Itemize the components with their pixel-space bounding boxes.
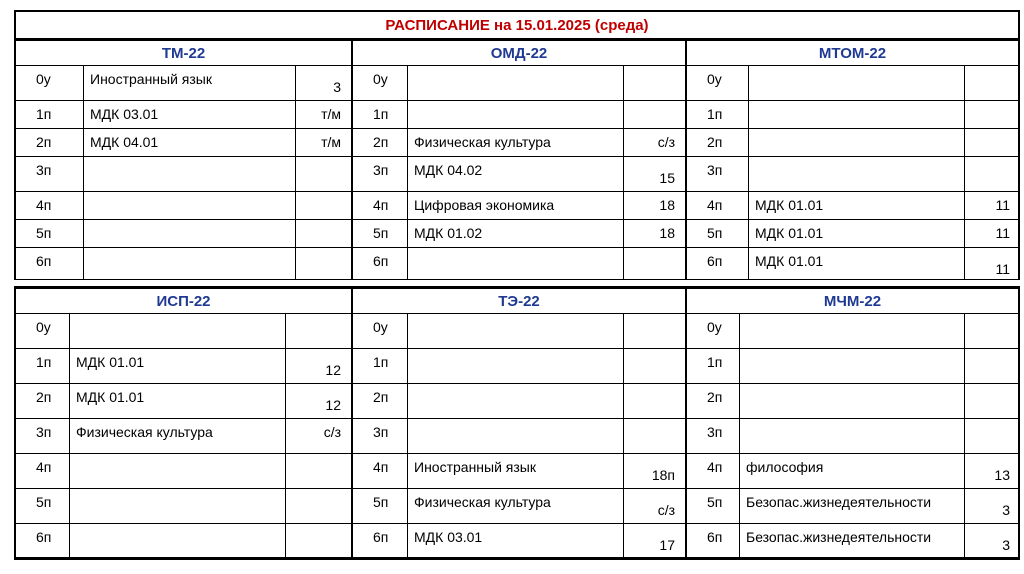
room-cell: 11 xyxy=(964,192,1020,219)
bottom-section xyxy=(14,286,1020,558)
subject-cell: Безопас.жизнедеятельности xyxy=(739,524,964,557)
lesson-number: 1п xyxy=(36,354,52,370)
subject-cell xyxy=(69,524,285,557)
room-cell xyxy=(295,192,351,219)
lesson-number: 2п xyxy=(373,389,389,405)
room-cell: т/м xyxy=(295,101,351,128)
table-row xyxy=(16,489,351,524)
table-row xyxy=(353,349,685,384)
room-cell: 3 xyxy=(964,489,1020,523)
table-row xyxy=(353,524,685,558)
room-cell xyxy=(964,129,1020,156)
table-row xyxy=(353,220,685,248)
room-cell xyxy=(964,101,1020,128)
subject-cell xyxy=(407,101,623,128)
subject-cell: МДК 01.01 xyxy=(69,349,285,383)
subject-cell xyxy=(739,349,964,383)
room-cell: 18 xyxy=(623,220,685,247)
subject-cell xyxy=(69,454,285,488)
subject-cell xyxy=(407,349,623,383)
table-row xyxy=(16,384,351,419)
table-row xyxy=(687,524,1018,558)
subject-cell xyxy=(69,314,285,348)
subject-cell xyxy=(407,314,623,348)
lesson-number: 3п xyxy=(36,424,52,440)
table-row xyxy=(16,524,351,558)
room-cell xyxy=(285,454,351,488)
lesson-number: 4п xyxy=(36,197,52,213)
table-row xyxy=(16,349,351,384)
room-cell: с/з xyxy=(285,419,351,453)
subject-cell: Иностранный язык xyxy=(83,66,295,100)
table-row xyxy=(687,489,1018,524)
table-row xyxy=(16,101,351,129)
table-row xyxy=(16,220,351,248)
room-cell xyxy=(964,384,1020,418)
top-section xyxy=(14,38,1020,280)
table-row xyxy=(687,129,1018,157)
subject-cell xyxy=(407,419,623,453)
room-cell: 3 xyxy=(295,66,351,100)
subject-cell: философия xyxy=(739,454,964,488)
lesson-number: 6п xyxy=(36,253,52,269)
room-cell: с/з xyxy=(623,489,685,523)
table-row xyxy=(687,220,1018,248)
table-row xyxy=(16,454,351,489)
subject-cell xyxy=(83,192,295,219)
group-name: МЧМ-22 xyxy=(687,286,1018,314)
room-cell: 18 xyxy=(623,192,685,219)
room-cell xyxy=(964,66,1020,100)
group-name: МТОМ-22 xyxy=(687,38,1018,66)
lesson-number: 2п xyxy=(707,389,723,405)
subject-cell xyxy=(748,157,964,191)
table-row xyxy=(687,419,1018,454)
table-row xyxy=(353,192,685,220)
room-cell xyxy=(623,101,685,128)
lesson-number: 2п xyxy=(36,134,52,150)
table-row xyxy=(353,454,685,489)
room-cell xyxy=(964,314,1020,348)
room-cell xyxy=(623,314,685,348)
subject-cell: Цифровая экономика xyxy=(407,192,623,219)
room-cell: 17 xyxy=(623,524,685,557)
subject-cell xyxy=(83,248,295,279)
lesson-number: 4п xyxy=(373,459,389,475)
subject-cell: Иностранный язык xyxy=(407,454,623,488)
group-top-1 xyxy=(351,38,685,280)
room-cell: 18п xyxy=(623,454,685,488)
lesson-number: 0у xyxy=(373,71,388,87)
group-name: ТЭ-22 xyxy=(353,286,685,314)
room-cell: 3 xyxy=(964,524,1020,557)
room-cell: 12 xyxy=(285,349,351,383)
table-row xyxy=(353,489,685,524)
room-cell: 12 xyxy=(285,384,351,418)
subject-cell xyxy=(83,220,295,247)
room-cell: с/з xyxy=(623,129,685,156)
room-cell xyxy=(623,384,685,418)
group-bottom-2 xyxy=(685,286,1020,558)
table-row xyxy=(16,419,351,454)
subject-cell: Физическая культура xyxy=(69,419,285,453)
top-groups-grid xyxy=(14,38,1020,280)
lesson-number: 0у xyxy=(707,71,722,87)
lesson-number: 5п xyxy=(373,225,389,241)
room-cell xyxy=(285,524,351,557)
subject-cell: МДК 01.01 xyxy=(748,248,964,279)
lesson-number: 5п xyxy=(707,494,723,510)
lesson-number: 6п xyxy=(36,529,52,545)
table-row xyxy=(687,66,1018,101)
subject-cell xyxy=(739,314,964,348)
room-cell: т/м xyxy=(295,129,351,156)
lesson-number: 5п xyxy=(707,225,723,241)
room-cell xyxy=(623,248,685,279)
table-row xyxy=(16,192,351,220)
room-cell: 15 xyxy=(623,157,685,191)
room-cell xyxy=(295,157,351,191)
table-row xyxy=(687,101,1018,129)
lesson-number: 4п xyxy=(36,459,52,475)
subject-cell: МДК 03.01 xyxy=(407,524,623,557)
bottom-groups-grid xyxy=(14,286,1020,558)
lesson-number: 3п xyxy=(707,162,723,178)
lesson-number: 1п xyxy=(36,106,52,122)
lesson-number: 4п xyxy=(707,459,723,475)
subject-cell: МДК 03.01 xyxy=(83,101,295,128)
lesson-number: 1п xyxy=(373,354,389,370)
group-name: ОМД-22 xyxy=(353,38,685,66)
room-cell xyxy=(623,66,685,100)
subject-cell xyxy=(748,129,964,156)
room-cell: 11 xyxy=(964,220,1020,247)
table-row xyxy=(353,129,685,157)
subject-cell xyxy=(407,248,623,279)
room-cell xyxy=(295,220,351,247)
lesson-number: 6п xyxy=(707,253,723,269)
room-cell xyxy=(964,349,1020,383)
table-row xyxy=(687,157,1018,192)
subject-cell xyxy=(69,489,285,523)
subject-cell xyxy=(83,157,295,191)
lesson-number: 0у xyxy=(707,319,722,335)
subject-cell xyxy=(407,384,623,418)
room-cell xyxy=(964,419,1020,453)
table-row xyxy=(16,66,351,101)
table-row xyxy=(687,314,1018,349)
table-row xyxy=(687,384,1018,419)
subject-cell: МДК 04.02 xyxy=(407,157,623,191)
subject-cell xyxy=(739,419,964,453)
lesson-number: 5п xyxy=(36,225,52,241)
table-row xyxy=(16,248,351,280)
room-cell xyxy=(285,489,351,523)
lesson-number: 5п xyxy=(373,494,389,510)
table-bottom-border xyxy=(14,558,1020,560)
table-row xyxy=(353,248,685,280)
table-row xyxy=(353,419,685,454)
subject-cell: МДК 04.01 xyxy=(83,129,295,156)
lesson-number: 5п xyxy=(36,494,52,510)
group-bottom-1 xyxy=(351,286,685,558)
lesson-number: 3п xyxy=(373,424,389,440)
table-row xyxy=(16,314,351,349)
table-row xyxy=(353,314,685,349)
table-row xyxy=(687,349,1018,384)
lesson-number: 6п xyxy=(373,253,389,269)
subject-cell: Безопас.жизнедеятельности xyxy=(739,489,964,523)
lesson-number: 3п xyxy=(707,424,723,440)
subject-cell xyxy=(748,66,964,100)
table-row xyxy=(353,384,685,419)
subject-cell: МДК 01.01 xyxy=(748,220,964,247)
table-row xyxy=(353,157,685,192)
subject-cell: Физическая культура xyxy=(407,489,623,523)
subject-cell: МДК 01.02 xyxy=(407,220,623,247)
group-top-0 xyxy=(14,38,351,280)
schedule-title: РАСПИСАНИЕ на 15.01.2025 (среда) xyxy=(14,10,1020,38)
room-cell xyxy=(964,157,1020,191)
group-top-2 xyxy=(685,38,1020,280)
lesson-number: 3п xyxy=(373,162,389,178)
lesson-number: 2п xyxy=(373,134,389,150)
table-row xyxy=(687,192,1018,220)
lesson-number: 1п xyxy=(373,106,389,122)
table-row xyxy=(687,248,1018,280)
subject-cell: МДК 01.01 xyxy=(69,384,285,418)
lesson-number: 6п xyxy=(373,529,389,545)
room-cell: 13 xyxy=(964,454,1020,488)
room-cell xyxy=(285,314,351,348)
lesson-number: 2п xyxy=(707,134,723,150)
lesson-number: 3п xyxy=(36,162,52,178)
group-name: ИСП-22 xyxy=(16,286,351,314)
table-row xyxy=(353,66,685,101)
lesson-number: 1п xyxy=(707,106,723,122)
room-cell xyxy=(623,419,685,453)
group-name: ТМ-22 xyxy=(16,38,351,66)
lesson-number: 0у xyxy=(373,319,388,335)
table-row xyxy=(687,454,1018,489)
lesson-number: 6п xyxy=(707,529,723,545)
lesson-number: 1п xyxy=(707,354,723,370)
lesson-number: 0у xyxy=(36,319,51,335)
subject-cell xyxy=(739,384,964,418)
subject-cell: Физическая культура xyxy=(407,129,623,156)
subject-cell: МДК 01.01 xyxy=(748,192,964,219)
table-row xyxy=(16,157,351,192)
subject-cell xyxy=(407,66,623,100)
group-bottom-0 xyxy=(14,286,351,558)
lesson-number: 2п xyxy=(36,389,52,405)
lesson-number: 0у xyxy=(36,71,51,87)
subject-cell xyxy=(748,101,964,128)
room-cell xyxy=(295,248,351,279)
table-row xyxy=(353,101,685,129)
lesson-number: 4п xyxy=(373,197,389,213)
table-row xyxy=(16,129,351,157)
lesson-number: 4п xyxy=(707,197,723,213)
room-cell: 11 xyxy=(964,248,1020,279)
room-cell xyxy=(623,349,685,383)
